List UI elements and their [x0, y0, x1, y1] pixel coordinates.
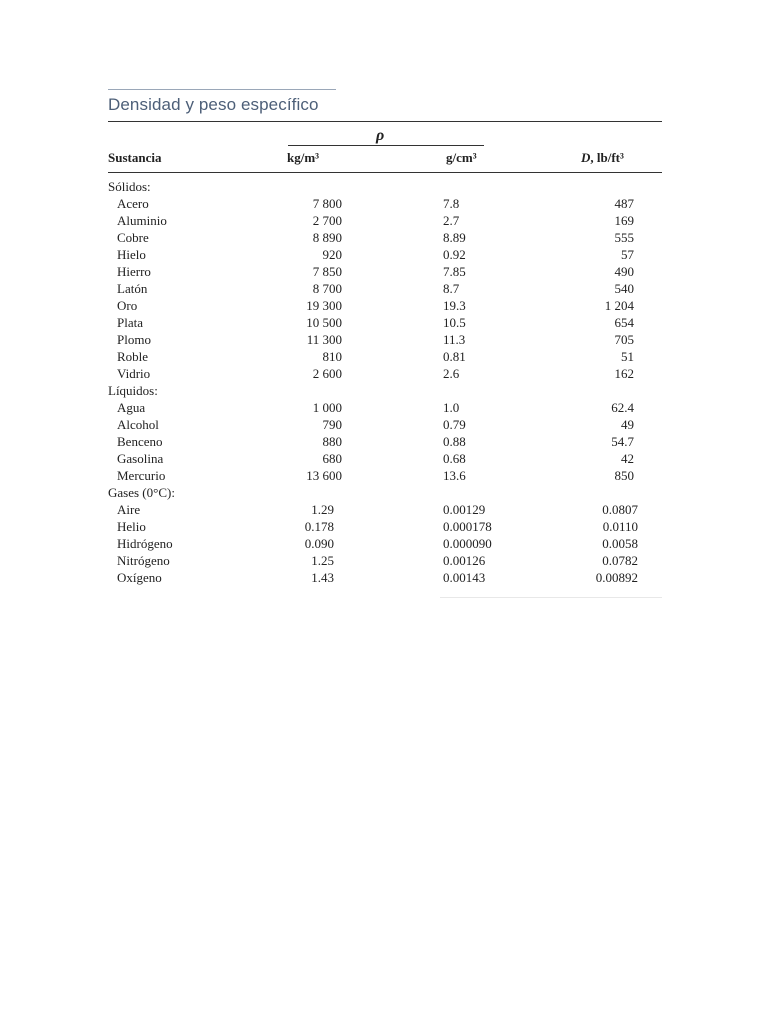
specific-weight-cell: 51: [621, 349, 634, 364]
substance-name-cell: Hielo: [117, 247, 146, 262]
density-g-cm3-cell: 0.81: [443, 349, 466, 364]
specific-weight-cell: 555: [614, 230, 634, 245]
density-kg-m3-cell: 1.25: [311, 553, 334, 568]
density-kg-m3-cell: 8 700: [312, 281, 342, 296]
density-g-cm3-cell: 0.00126: [443, 553, 486, 568]
substance-name-cell: Roble: [117, 349, 149, 364]
density-g-cm3-cell: 13.6: [443, 468, 466, 483]
table-row: [0, 399, 768, 416]
specific-weight-cell: 0.0807: [602, 502, 638, 517]
substance-name-cell: Plata: [117, 315, 143, 330]
specific-weight-cell: 169: [614, 213, 634, 228]
substance-name-cell: Agua: [117, 400, 146, 415]
density-kg-m3-cell: 1.43: [311, 570, 334, 585]
density-kg-m3-cell: 7 800: [312, 196, 342, 211]
table-row: [0, 501, 768, 518]
density-g-cm3-cell: 0.88: [443, 434, 466, 449]
table-row: [0, 314, 768, 331]
table-row: [0, 416, 768, 433]
density-kg-m3-cell: 8 890: [312, 230, 342, 245]
substance-name-cell: Hidrógeno: [117, 536, 173, 551]
density-kg-m3-cell: 2 600: [312, 366, 342, 381]
substance-name-cell: Vidrio: [117, 366, 151, 381]
header-d-symbol: D: [581, 150, 591, 165]
specific-weight-cell: 705: [614, 332, 634, 347]
section-row: [0, 178, 768, 195]
density-g-cm3-cell: 0.000178: [443, 519, 492, 534]
table-row: [0, 246, 768, 263]
table-row: [0, 450, 768, 467]
specific-weight-cell: 0.0058: [602, 536, 638, 551]
substance-name-cell: Oro: [117, 298, 138, 313]
substance-name-cell: Alcohol: [117, 417, 159, 432]
density-kg-m3-cell: 7 850: [312, 264, 342, 279]
table-row: [0, 229, 768, 246]
specific-weight-cell: 57: [621, 247, 634, 262]
density-kg-m3-cell: 680: [322, 451, 342, 466]
table-row: [0, 467, 768, 484]
substance-name-cell: Hierro: [117, 264, 151, 279]
density-kg-m3-cell: 920: [322, 247, 342, 262]
title-rule: [108, 89, 336, 90]
density-g-cm3-cell: 0.00143: [443, 570, 486, 585]
substance-name-cell: Gasolina: [117, 451, 164, 466]
density-kg-m3-cell: 0.178: [304, 519, 334, 534]
density-g-cm3-cell: 2.6: [443, 366, 460, 381]
density-kg-m3-cell: 13 600: [306, 468, 342, 483]
header-sustancia: Sustancia: [108, 150, 162, 165]
substance-name-cell: Plomo: [117, 332, 151, 347]
table-row: [0, 348, 768, 365]
specific-weight-cell: 162: [614, 366, 634, 381]
density-kg-m3-cell: 11 300: [306, 332, 342, 347]
density-g-cm3-cell: 19.3: [443, 298, 466, 313]
table-top-rule: [108, 121, 662, 122]
table-row: [0, 569, 768, 586]
substance-name-cell: Aluminio: [117, 213, 167, 228]
table-row: [0, 433, 768, 450]
header-rule: [108, 172, 662, 173]
density-g-cm3-cell: 0.92: [443, 247, 466, 262]
density-kg-m3-cell: 1.29: [311, 502, 334, 517]
density-g-cm3-cell: 1.0: [443, 400, 460, 415]
table-row: [0, 280, 768, 297]
table-body: [0, 178, 768, 586]
table-row: [0, 535, 768, 552]
specific-weight-cell: 850: [614, 468, 634, 483]
substance-name-cell: Nitrógeno: [117, 553, 170, 568]
table-row: [0, 331, 768, 348]
density-g-cm3-cell: 10.5: [443, 315, 466, 330]
section-label: Líquidos:: [108, 383, 158, 398]
section-label: Sólidos:: [108, 179, 151, 194]
density-g-cm3-cell: 0.79: [443, 417, 466, 432]
header-specific-weight: [581, 150, 624, 166]
density-kg-m3-cell: 19 300: [306, 298, 342, 313]
density-kg-m3-cell: 1 000: [312, 400, 342, 415]
specific-weight-cell: 49: [621, 417, 634, 432]
specific-weight-cell: 42: [621, 451, 634, 466]
density-g-cm3-cell: 2.7: [443, 213, 460, 228]
substance-name-cell: Oxígeno: [117, 570, 162, 585]
specific-weight-cell: 0.0782: [602, 553, 638, 568]
table-row: [0, 518, 768, 535]
substance-name-cell: Latón: [117, 281, 148, 296]
density-g-cm3-cell: 8.7: [443, 281, 460, 296]
table-row: [0, 263, 768, 280]
table-row: [0, 195, 768, 212]
header-g-cm3: g/cm³: [446, 150, 477, 165]
density-g-cm3-cell: 7.8: [443, 196, 460, 211]
specific-weight-cell: 487: [614, 196, 634, 211]
substance-name-cell: Helio: [117, 519, 146, 534]
table-row: [0, 297, 768, 314]
substance-name-cell: Mercurio: [117, 468, 166, 483]
density-kg-m3-cell: 880: [322, 434, 342, 449]
specific-weight-cell: 0.0110: [602, 519, 638, 534]
substance-name-cell: Aire: [117, 502, 141, 517]
density-group-header: ρ: [376, 127, 385, 144]
header-d-units: , lb/ft³: [590, 150, 624, 165]
density-group-rule: [288, 145, 484, 146]
table-row: [0, 552, 768, 569]
specific-weight-cell: 0.00892: [595, 570, 638, 585]
table-row: [0, 365, 768, 382]
bottom-rule: [440, 597, 662, 598]
specific-weight-cell: 540: [614, 281, 634, 296]
section-label: Gases (0°C):: [108, 485, 175, 500]
substance-name-cell: Benceno: [117, 434, 163, 449]
specific-weight-cell: 654: [614, 315, 634, 330]
density-kg-m3-cell: 810: [322, 349, 342, 364]
density-g-cm3-cell: 0.00129: [443, 502, 486, 517]
density-kg-m3-cell: 790: [322, 417, 342, 432]
substance-name-cell: Cobre: [117, 230, 149, 245]
specific-weight-cell: 490: [614, 264, 634, 279]
density-g-cm3-cell: 0.000090: [443, 536, 492, 551]
density-g-cm3-cell: 8.89: [443, 230, 466, 245]
density-g-cm3-cell: 0.68: [443, 451, 466, 466]
specific-weight-cell: 54.7: [611, 434, 634, 449]
specific-weight-cell: 1 204: [604, 298, 634, 313]
density-kg-m3-cell: 0.090: [304, 536, 334, 551]
density-kg-m3-cell: 2 700: [312, 213, 342, 228]
section-row: [0, 382, 768, 399]
table-row: [0, 212, 768, 229]
document-title: Densidad y peso específico: [108, 95, 319, 114]
specific-weight-cell: 62.4: [611, 400, 634, 415]
substance-name-cell: Acero: [117, 196, 149, 211]
header-kg-m3: kg/m³: [287, 150, 320, 165]
density-g-cm3-cell: 7.85: [443, 264, 466, 279]
density-kg-m3-cell: 10 500: [306, 315, 342, 330]
section-row: [0, 484, 768, 501]
density-g-cm3-cell: 11.3: [443, 332, 466, 347]
